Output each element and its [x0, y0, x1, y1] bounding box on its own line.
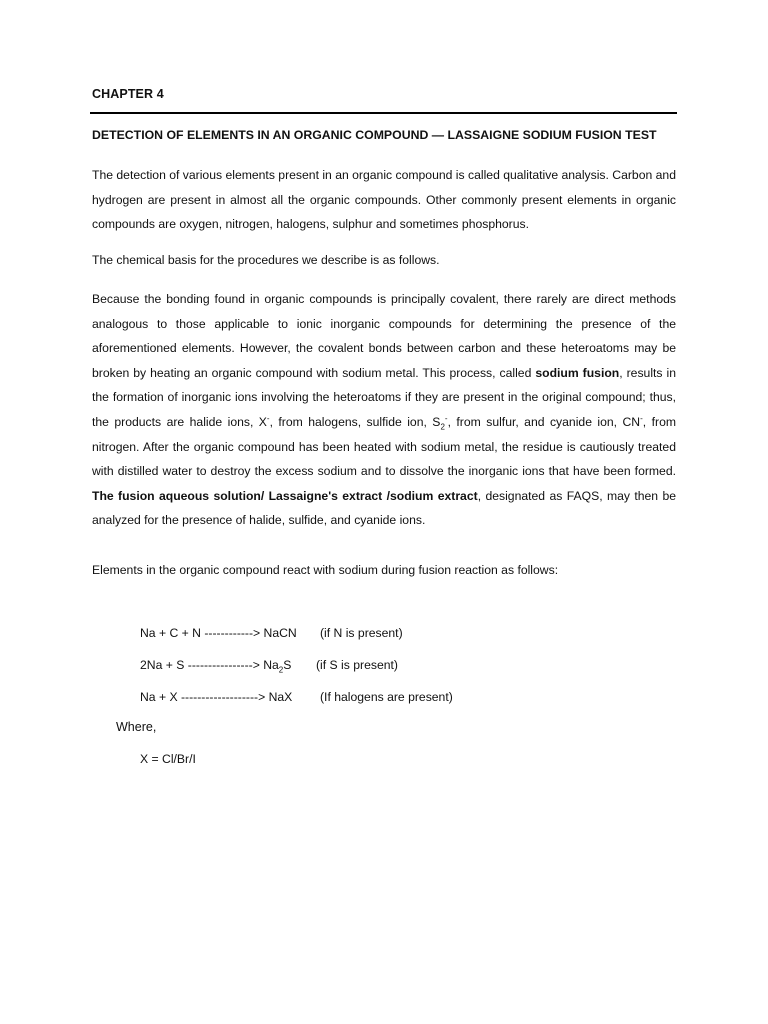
superscript-minus: -	[266, 413, 270, 423]
equation-lhs-part: S	[283, 658, 292, 672]
section-heading: DETECTION OF ELEMENTS IN AN ORGANIC COMPOUND — LASSAIGNE SODIUM FUSION TEST	[92, 128, 657, 142]
subscript-two: 2	[278, 665, 284, 675]
equation-lhs: Na + X -------------------> NaX	[140, 690, 293, 704]
horizontal-rule	[90, 112, 677, 114]
text-run: , from halogens, sulfide ion, S	[269, 414, 441, 429]
equation-sulfide	[140, 658, 398, 675]
superscript-minus: -	[640, 413, 643, 423]
equation-halide	[140, 690, 453, 704]
chapter-label: CHAPTER 4	[92, 87, 164, 101]
where-label: Where,	[116, 720, 157, 734]
text-run: , designated as FAQS, may then be analyzed for the presence of halide, sulfide, and cyanide ions.	[92, 488, 677, 528]
paragraph-intro: The detection of various elements present in an organic compound is called qualitative analysis. Carbon and hydrogen are present in almost all the organic compounds. Other commonly present elements in organic compounds are oxygen, nitrogen, halogens, sulphur and sometimes phosphorus.	[92, 168, 676, 232]
equation-cyanide	[140, 626, 403, 640]
text-run: Because the bonding found in organic compounds is principally covalent, there rarely are direct methods analogous to those applicable to ionic inorganic compounds for determining the presence of the aforementioned elements. However, the covalent bonds between carbon and these heteroatoms may be broken by heating an organic compound with sodium metal. This process, called	[92, 292, 676, 380]
equation-condition: (if S is present)	[316, 658, 398, 672]
equation-lhs: Na + C + N ------------> NaCN	[140, 626, 297, 640]
equation-lhs	[140, 658, 292, 675]
equation-condition: (If halogens are present)	[320, 690, 453, 704]
paragraph-reactions-intro: Elements in the organic compound react with sodium during fusion reaction as follows:	[92, 563, 559, 577]
bold-term-sodium-fusion: sodium fusion	[535, 365, 620, 380]
equation-lhs-part: 2Na + S ----------------> Na	[140, 658, 279, 672]
text-run: , results in the formation of inorganic ions involving the heteroatoms if they are present in the original compound; thus, the products are halide ions, X	[92, 365, 676, 429]
text-run: , from sulfur, and cyanide ion, CN	[447, 414, 641, 429]
subscript-two: 2	[440, 422, 445, 432]
paragraph-basis: The chemical basis for the procedures we describe is as follows.	[92, 253, 440, 267]
paragraph-sodium-fusion	[92, 287, 676, 533]
bold-term-extract: The fusion aqueous solution/ Lassaigne's extract /sodium extract	[92, 488, 478, 503]
superscript-minus: -	[444, 413, 448, 423]
equation-condition: (if N is present)	[320, 626, 403, 640]
text-run: , from nitrogen. After the organic compound has been heated with sodium metal, the residue is cautiously treated with distilled water to destroy the excess sodium and to dissolve the inorganic ions that have been formed.	[92, 414, 677, 479]
x-definition: X = Cl/Br/I	[140, 752, 196, 766]
